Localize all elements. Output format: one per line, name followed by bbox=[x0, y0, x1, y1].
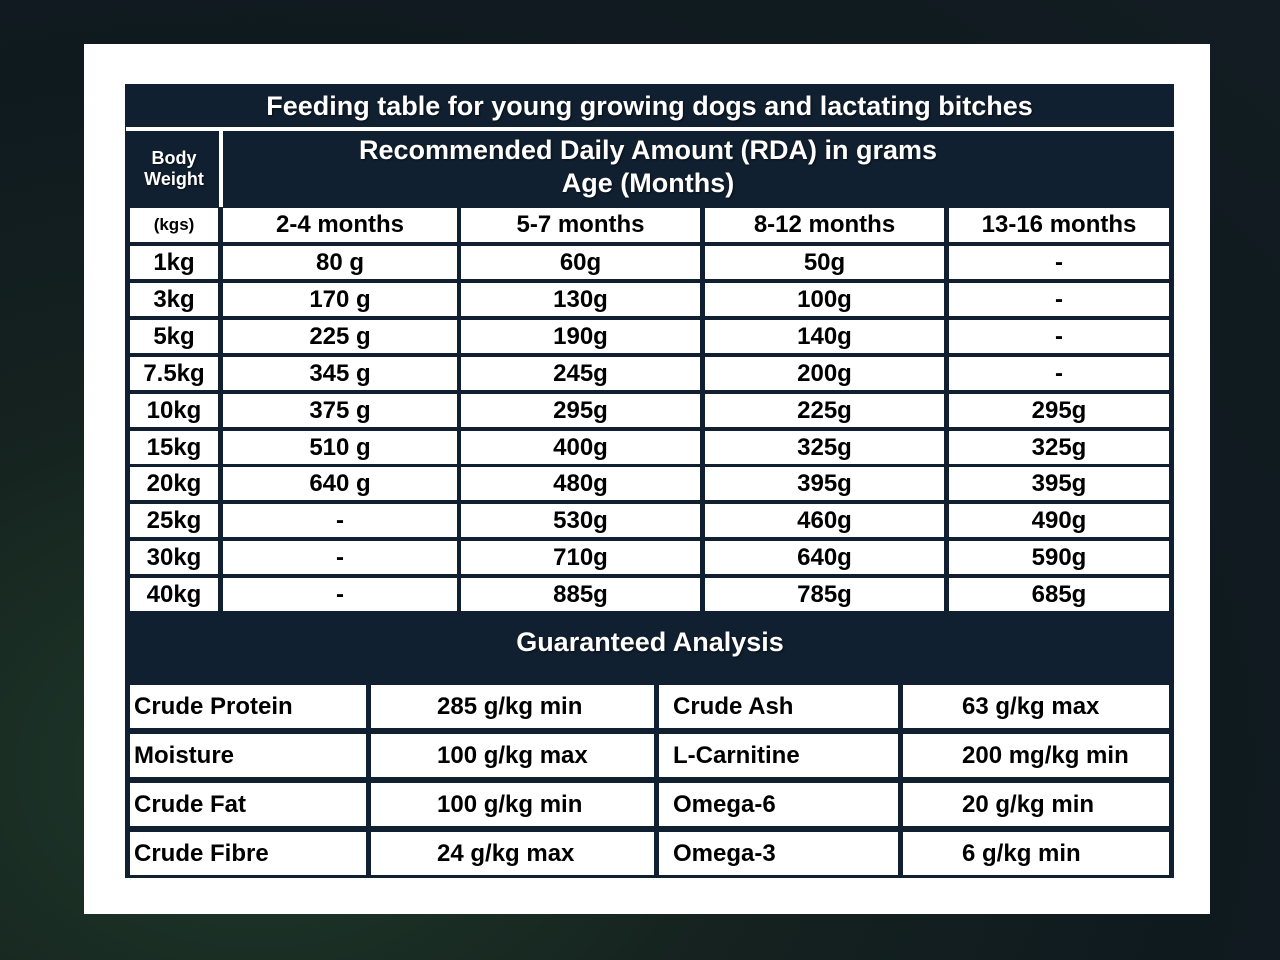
rda-value-cell: 640g bbox=[705, 541, 944, 574]
title-divider bbox=[126, 127, 1175, 131]
rda-value-cell: - bbox=[223, 578, 457, 611]
body-weight-line-1: Body bbox=[151, 148, 197, 168]
rda-value-cell: 510 g bbox=[223, 431, 457, 464]
rda-value-cell: 885g bbox=[461, 578, 700, 611]
rda-value-cell: 590g bbox=[949, 541, 1169, 574]
analysis-nutrient-cell: Crude Fibre bbox=[130, 832, 366, 875]
rda-value-cell: 685g bbox=[949, 578, 1169, 611]
rda-value-cell: 225g bbox=[705, 394, 944, 427]
age-column-header: 2-4 months bbox=[223, 208, 457, 242]
rda-value-cell: 100g bbox=[705, 283, 944, 316]
rda-header bbox=[223, 134, 1073, 200]
weight-cell: 20kg bbox=[130, 467, 218, 500]
rda-value-cell: 400g bbox=[461, 431, 700, 464]
analysis-nutrient-cell: Omega-6 bbox=[659, 783, 898, 826]
rda-value-cell: - bbox=[949, 246, 1169, 279]
rda-value-cell: 170 g bbox=[223, 283, 457, 316]
analysis-nutrient-cell: Moisture bbox=[130, 734, 366, 777]
analysis-value-cell: 100 g/kg max bbox=[371, 734, 654, 777]
rda-value-cell: 190g bbox=[461, 320, 700, 353]
rda-value-cell: 325g bbox=[705, 431, 944, 464]
table-title: Feeding table for young growing dogs and lactating bitches bbox=[266, 90, 1033, 121]
analysis-nutrient-cell: Omega-3 bbox=[659, 832, 898, 875]
rda-value-cell: 460g bbox=[705, 504, 944, 537]
analysis-value-cell: 100 g/kg min bbox=[371, 783, 654, 826]
weight-cell: 10kg bbox=[130, 394, 218, 427]
rda-value-cell: 375 g bbox=[223, 394, 457, 427]
rda-value-cell: 785g bbox=[705, 578, 944, 611]
analysis-value-cell: 24 g/kg max bbox=[371, 832, 654, 875]
weight-cell: 1kg bbox=[130, 246, 218, 279]
rda-value-cell: 325g bbox=[949, 431, 1169, 464]
analysis-nutrient-cell: Crude Protein bbox=[130, 685, 366, 728]
rda-value-cell: 200g bbox=[705, 357, 944, 390]
rda-value-cell: - bbox=[949, 357, 1169, 390]
weight-cell: 25kg bbox=[130, 504, 218, 537]
rda-value-cell: 640 g bbox=[223, 467, 457, 500]
rda-value-cell: - bbox=[949, 320, 1169, 353]
rda-value-cell: 50g bbox=[705, 246, 944, 279]
body-weight-header bbox=[128, 148, 220, 190]
rda-value-cell: - bbox=[223, 504, 457, 537]
rda-value-cell: 130g bbox=[461, 283, 700, 316]
rda-value-cell: 245g bbox=[461, 357, 700, 390]
analysis-value-cell: 6 g/kg min bbox=[903, 832, 1169, 875]
units-label-cell: (kgs) bbox=[130, 208, 218, 242]
weight-cell: 3kg bbox=[130, 283, 218, 316]
rda-value-cell: 480g bbox=[461, 467, 700, 500]
weight-cell: 30kg bbox=[130, 541, 218, 574]
weight-cell: 7.5kg bbox=[130, 357, 218, 390]
rda-value-cell: 530g bbox=[461, 504, 700, 537]
rda-title-line: Recommended Daily Amount (RDA) in grams bbox=[358, 135, 938, 165]
rda-value-cell: 80 g bbox=[223, 246, 457, 279]
rda-value-cell: - bbox=[949, 283, 1169, 316]
rda-value-cell: 345 g bbox=[223, 357, 457, 390]
body-weight-line-2: Weight bbox=[144, 169, 204, 189]
rda-value-cell: 60g bbox=[461, 246, 700, 279]
rda-value-cell: 395g bbox=[949, 467, 1169, 500]
age-column-header: 13-16 months bbox=[949, 208, 1169, 242]
analysis-value-cell: 63 g/kg max bbox=[903, 685, 1169, 728]
rda-value-cell: 395g bbox=[705, 467, 944, 500]
analysis-nutrient-cell: Crude Fat bbox=[130, 783, 366, 826]
analysis-nutrient-cell: Crude Ash bbox=[659, 685, 898, 728]
age-column-header: 8-12 months bbox=[705, 208, 944, 242]
rda-value-cell: 295g bbox=[949, 394, 1169, 427]
rda-value-cell: 490g bbox=[949, 504, 1169, 537]
weight-cell: 15kg bbox=[130, 431, 218, 464]
rda-value-cell: 295g bbox=[461, 394, 700, 427]
age-column-header: 5-7 months bbox=[461, 208, 700, 242]
analysis-title: Guaranteed Analysis bbox=[516, 627, 784, 657]
rda-value-cell: 225 g bbox=[223, 320, 457, 353]
rda-value-cell: 140g bbox=[705, 320, 944, 353]
age-months-line: Age (Months) bbox=[561, 168, 735, 198]
analysis-value-cell: 20 g/kg min bbox=[903, 783, 1169, 826]
weight-cell: 5kg bbox=[130, 320, 218, 353]
weight-cell: 40kg bbox=[130, 578, 218, 611]
analysis-value-cell: 200 mg/kg min bbox=[903, 734, 1169, 777]
rda-value-cell: - bbox=[223, 541, 457, 574]
rda-value-cell: 710g bbox=[461, 541, 700, 574]
analysis-value-cell: 285 g/kg min bbox=[371, 685, 654, 728]
analysis-nutrient-cell: L-Carnitine bbox=[659, 734, 898, 777]
